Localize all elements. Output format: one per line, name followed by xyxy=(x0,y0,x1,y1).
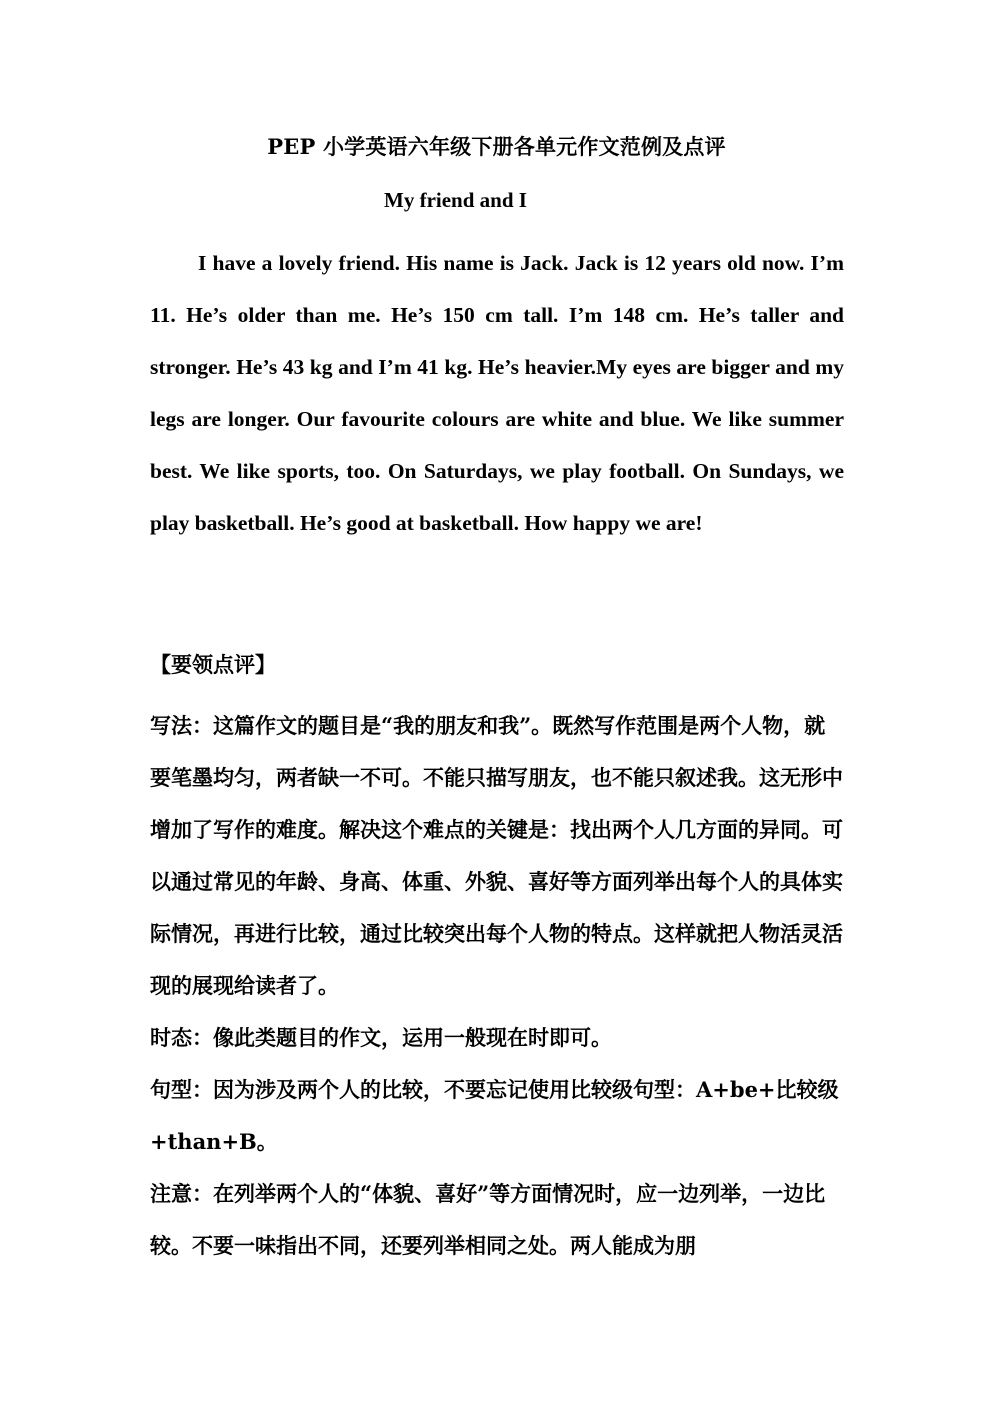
review-paragraph-writing-method: 写法：这篇作文的题目是“我的朋友和我”。既然写作范围是两个人物，就要笔墨均匀，两者缺一不可。不能只描写朋友，也不能只叙述我。这无形中增加了写作的难度。解决这个难点的关键是：找出两个人几方面的异同。可以通过常见的年龄、身高、体重、外貌、喜好等方面列举出每个人的具体实际情况，再进行比较，通过比较突出每个人物的特点。这样就把人物活灵活现的展现给读者了。 xyxy=(150,713,843,998)
review-paragraph-sentence-pattern: 句型：因为涉及两个人的比较，不要忘记使用比较级句型：A+be+比较级+than+B。 xyxy=(150,1077,839,1154)
review-section xyxy=(150,700,844,1272)
review-paragraph-tense: 时态：像此类题目的作文，运用一般现在时即可。 xyxy=(150,1025,612,1050)
review-paragraph-note: 注意：在列举两个人的“体貌、喜好”等方面情况时，应一边列举，一边比较。不要一味指出不同，还要列举相同之处。两人能成为朋 xyxy=(150,1181,826,1258)
essay-body: I have a lovely friend. His name is Jack. Jack is 12 years old now. I’m 11. He’s older than me. He’s 150 cm tall. I’m 148 cm. He’s taller and stronger. He’s 43 kg and I’m 41 kg. He’s heavier.My eyes are bigger and my legs are longer. Our favourite colours are white and blue. We like summer best. We like sports, too. On Saturdays, we play football. On Sundays, we play basketball. He’s good at basketball. How happy we are! xyxy=(150,251,844,535)
review-heading: 【要领点评】 xyxy=(150,652,276,677)
document-title: PEP 小学英语六年级下册各单元作文范例及点评 xyxy=(267,134,726,159)
essay-title: My friend and I xyxy=(384,188,527,212)
